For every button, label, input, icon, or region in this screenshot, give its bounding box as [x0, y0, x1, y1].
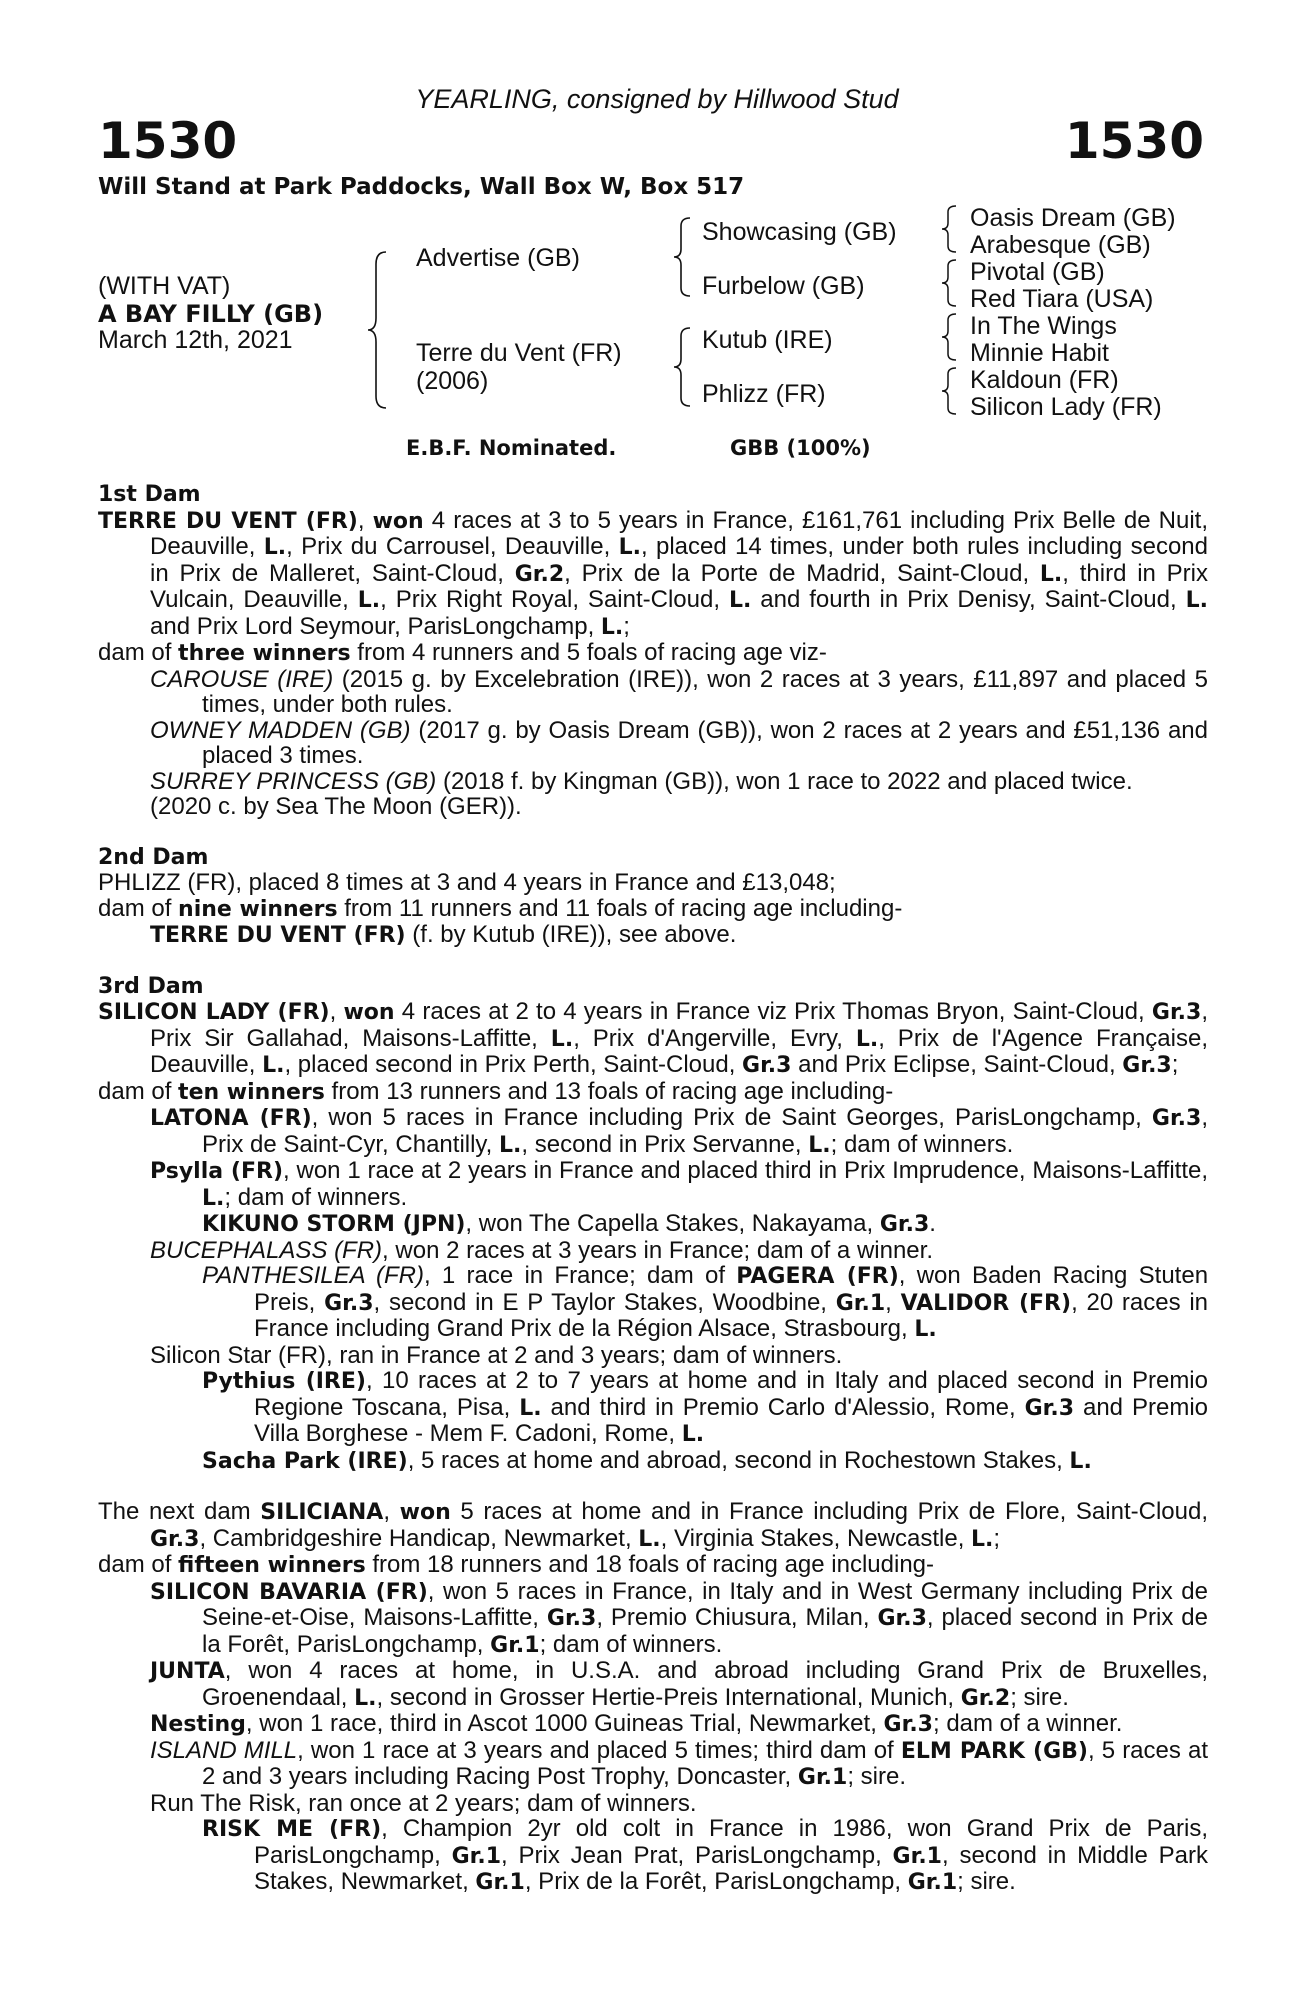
lot-number-left: 1530	[98, 112, 238, 170]
produce-sacha-park: Sacha Park (IRE), 5 races at home and abroad, second in Rochestown Stakes, L.	[202, 1446, 1092, 1474]
horse-name: A BAY FILLY (GB)	[98, 300, 324, 328]
produce-carouse: CAROUSE (IRE) (2015 g. by Excelebration (IRE)), won 2 races at 3 years, £11,897 and placed 5 times, under both rules.	[150, 665, 1208, 718]
second-dam-produce-summary: dam of nine winners from 11 runners and 11 foals of racing age including-	[98, 894, 903, 922]
great-grandparent-1: Oasis Dream (GB)	[970, 204, 1176, 232]
grandparent-3: Kutub (IRE)	[702, 326, 833, 354]
produce-terre-du-vent: TERRE DU VENT (FR) (f. by Kutub (IRE)), see above.	[150, 921, 737, 948]
great-grandparent-5: In The Wings	[970, 312, 1117, 340]
grandparent-4: Phlizz (FR)	[702, 380, 826, 408]
next-dam-produce-summary: dam of fifteen winners from 18 runners and 18 foals of racing age including-	[98, 1551, 935, 1578]
great-grandparent-7: Kaldoun (FR)	[970, 366, 1119, 394]
grandparent-2: Furbelow (GB)	[702, 272, 865, 300]
produce-record	[98, 482, 1208, 1896]
gg-brace-1	[940, 204, 958, 254]
grandparent-1: Showcasing (GB)	[702, 218, 897, 246]
stand-location: Will Stand at Park Paddocks, Wall Box W, Box 517	[98, 174, 745, 200]
dam-brace	[672, 326, 692, 408]
next-dam-record: The next dam SILICIANA, won 5 races at home and in France including Prix de Flore, Saint-Cloud, Gr.3, Cambridgeshire Handicap, Newmarket, L., Virginia Stakes, Newcastle, L.;	[98, 1498, 1208, 1552]
section-heading-2nd-dam: 2nd Dam	[98, 844, 209, 870]
pedigree-brace-main	[366, 250, 388, 410]
gg-brace-4	[940, 366, 958, 416]
produce-nesting: Nesting, won 1 race, third in Ascot 1000 Guineas Trial, Newmarket, Gr.3; dam of a winner.	[150, 1710, 1123, 1737]
gbb-rating: GBB (100%)	[730, 436, 871, 460]
dam-name: Terre du Vent (FR)	[416, 339, 622, 367]
third-dam-record: SILICON LADY (FR), won 4 races at 2 to 4 years in France viz Prix Thomas Bryon, Saint-Cloud, Gr.3, Prix Sir Gallahad, Maisons-Laffitte, L., Prix d'Angerville, Evry, L., Prix de l'Agence Française, Deauville, L., placed second in Prix Perth, Saint-Cloud, Gr.3 and Prix Eclipse, Saint-Cloud, Gr.3;	[98, 998, 1208, 1078]
first-dam-produce-summary: dam of three winners from 4 runners and 5 foals of racing age viz-	[98, 639, 827, 666]
section-heading-3rd-dam: 3rd Dam	[98, 973, 204, 999]
produce-risk-me: RISK ME (FR), Champion 2yr old colt in France in 1986, won Grand Prix de Paris, ParisLongchamp, Gr.1, Prix Jean Prat, ParisLongchamp, Gr.1, second in Middle Park Stakes, Newmarket, Gr.1, Prix de la Forêt, ParisLongchamp, Gr.1; sire.	[202, 1815, 1208, 1895]
third-dam-produce-summary: dam of ten winners from 13 runners and 13 foals of racing age including-	[98, 1077, 894, 1105]
great-grandparent-4: Red Tiara (USA)	[970, 285, 1154, 313]
produce-latona: LATONA (FR), won 5 races in France including Prix de Saint Georges, ParisLongchamp, Gr.3, Prix de Saint-Cyr, Chantilly, L., second in Prix Servanne, L.; dam of winners.	[150, 1104, 1208, 1158]
second-dam-record: PHLIZZ (FR), placed 8 times at 3 and 4 years in France and £13,048;	[98, 869, 836, 896]
section-heading-1st-dam: 1st Dam	[98, 482, 201, 507]
produce-bucephalass: BUCEPHALASS (FR), won 2 races at 3 years in France; dam of a winner.	[150, 1236, 933, 1264]
vat-note: (WITH VAT)	[98, 272, 231, 300]
foaling-date: March 12th, 2021	[98, 326, 293, 354]
dam-year: (2006)	[416, 367, 489, 395]
produce-island-mill: ISLAND MILL, won 1 race at 3 years and placed 5 times; third dam of ELM PARK (GB), 5 races at 2 and 3 years including Racing Post Trophy, Doncaster, Gr.1; sire.	[150, 1736, 1208, 1790]
produce-panthesilea: PANTHESILEA (FR), 1 race in France; dam of PAGERA (FR), won Baden Racing Stuten Preis, Gr.3, second in E P Taylor Stakes, Woodbine, Gr.1, VALIDOR (FR), 20 races in France including Grand Prix de la Région Alsace, Strasbourg, L.	[202, 1262, 1209, 1342]
gg-brace-2	[940, 258, 958, 308]
lot-number-right: 1530	[1064, 112, 1204, 170]
sire-brace	[672, 216, 692, 298]
produce-psylla: Psylla (FR), won 1 race at 2 years in France and placed third in Prix Imprudence, Maisons-Laffitte, L.; dam of winners.	[150, 1157, 1209, 1211]
produce-kikuno-storm: KIKUNO STORM (JPN), won The Capella Stakes, Nakayama, Gr.3.	[202, 1210, 936, 1237]
consignment-line: YEARLING, consigned by Hillwood Stud	[415, 84, 899, 114]
produce-silicon-bavaria: SILICON BAVARIA (FR), won 5 races in France, in Italy and in West Germany including Prix de Seine-et-Oise, Maisons-Laffitte, Gr.3, Premio Chiusura, Milan, Gr.3, placed second in Prix de la Forêt, ParisLongchamp, Gr.1; dam of winners.	[150, 1577, 1209, 1658]
sire-name: Advertise (GB)	[416, 244, 580, 272]
produce-owney-madden: OWNEY MADDEN (GB) (2017 g. by Oasis Dream (GB)), won 2 races at 2 years and £51,136 and placed 3 times.	[150, 716, 1208, 769]
ebf-nomination: E.B.F. Nominated.	[406, 436, 617, 460]
great-grandparent-6: Minnie Habit	[970, 339, 1109, 367]
produce-junta: JUNTA, won 4 races at home, in U.S.A. and abroad including Grand Prix de Bruxelles, Groenendaal, L., second in Grosser Hertie-Preis International, Munich, Gr.2; sire.	[150, 1657, 1208, 1711]
produce-surrey-princess: SURREY PRINCESS (GB) (2018 f. by Kingman (GB)), won 1 race to 2022 and placed twice.	[150, 767, 1133, 795]
produce-pythius: Pythius (IRE), 10 races at 2 to 7 years at home and in Italy and placed second in Premio Regione Toscana, Pisa, L. and third in Premio Carlo d'Alessio, Rome, Gr.3 and Premio Villa Borghese - Mem F. Cadoni, Rome, L.	[202, 1367, 1208, 1447]
produce-2020-colt: (2020 c. by Sea The Moon (GER)).	[150, 793, 522, 820]
produce-silicon-star: Silicon Star (FR), ran in France at 2 and 3 years; dam of winners.	[150, 1341, 843, 1369]
great-grandparent-2: Arabesque (GB)	[970, 231, 1151, 259]
produce-run-the-risk: Run The Risk, ran once at 2 years; dam of winners.	[150, 1789, 697, 1817]
great-grandparent-8: Silicon Lady (FR)	[970, 393, 1162, 421]
gg-brace-3	[940, 312, 958, 362]
great-grandparent-3: Pivotal (GB)	[970, 258, 1105, 286]
first-dam-record: TERRE DU VENT (FR), won 4 races at 3 to 5 years in France, £161,761 including Prix Belle de Nuit, Deauville, L., Prix du Carrousel, Deauville, L., placed 14 times, under both rules including second in Prix de Malleret, Saint-Cloud, Gr.2, Prix de la Porte de Madrid, Saint-Cloud, L., third in Prix Vulcain, Deauville, L., Prix Right Royal, Saint-Cloud, L. and fourth in Prix Denisy, Saint-Cloud, L. and Prix Lord Seymour, ParisLongchamp, L.;	[98, 506, 1208, 640]
